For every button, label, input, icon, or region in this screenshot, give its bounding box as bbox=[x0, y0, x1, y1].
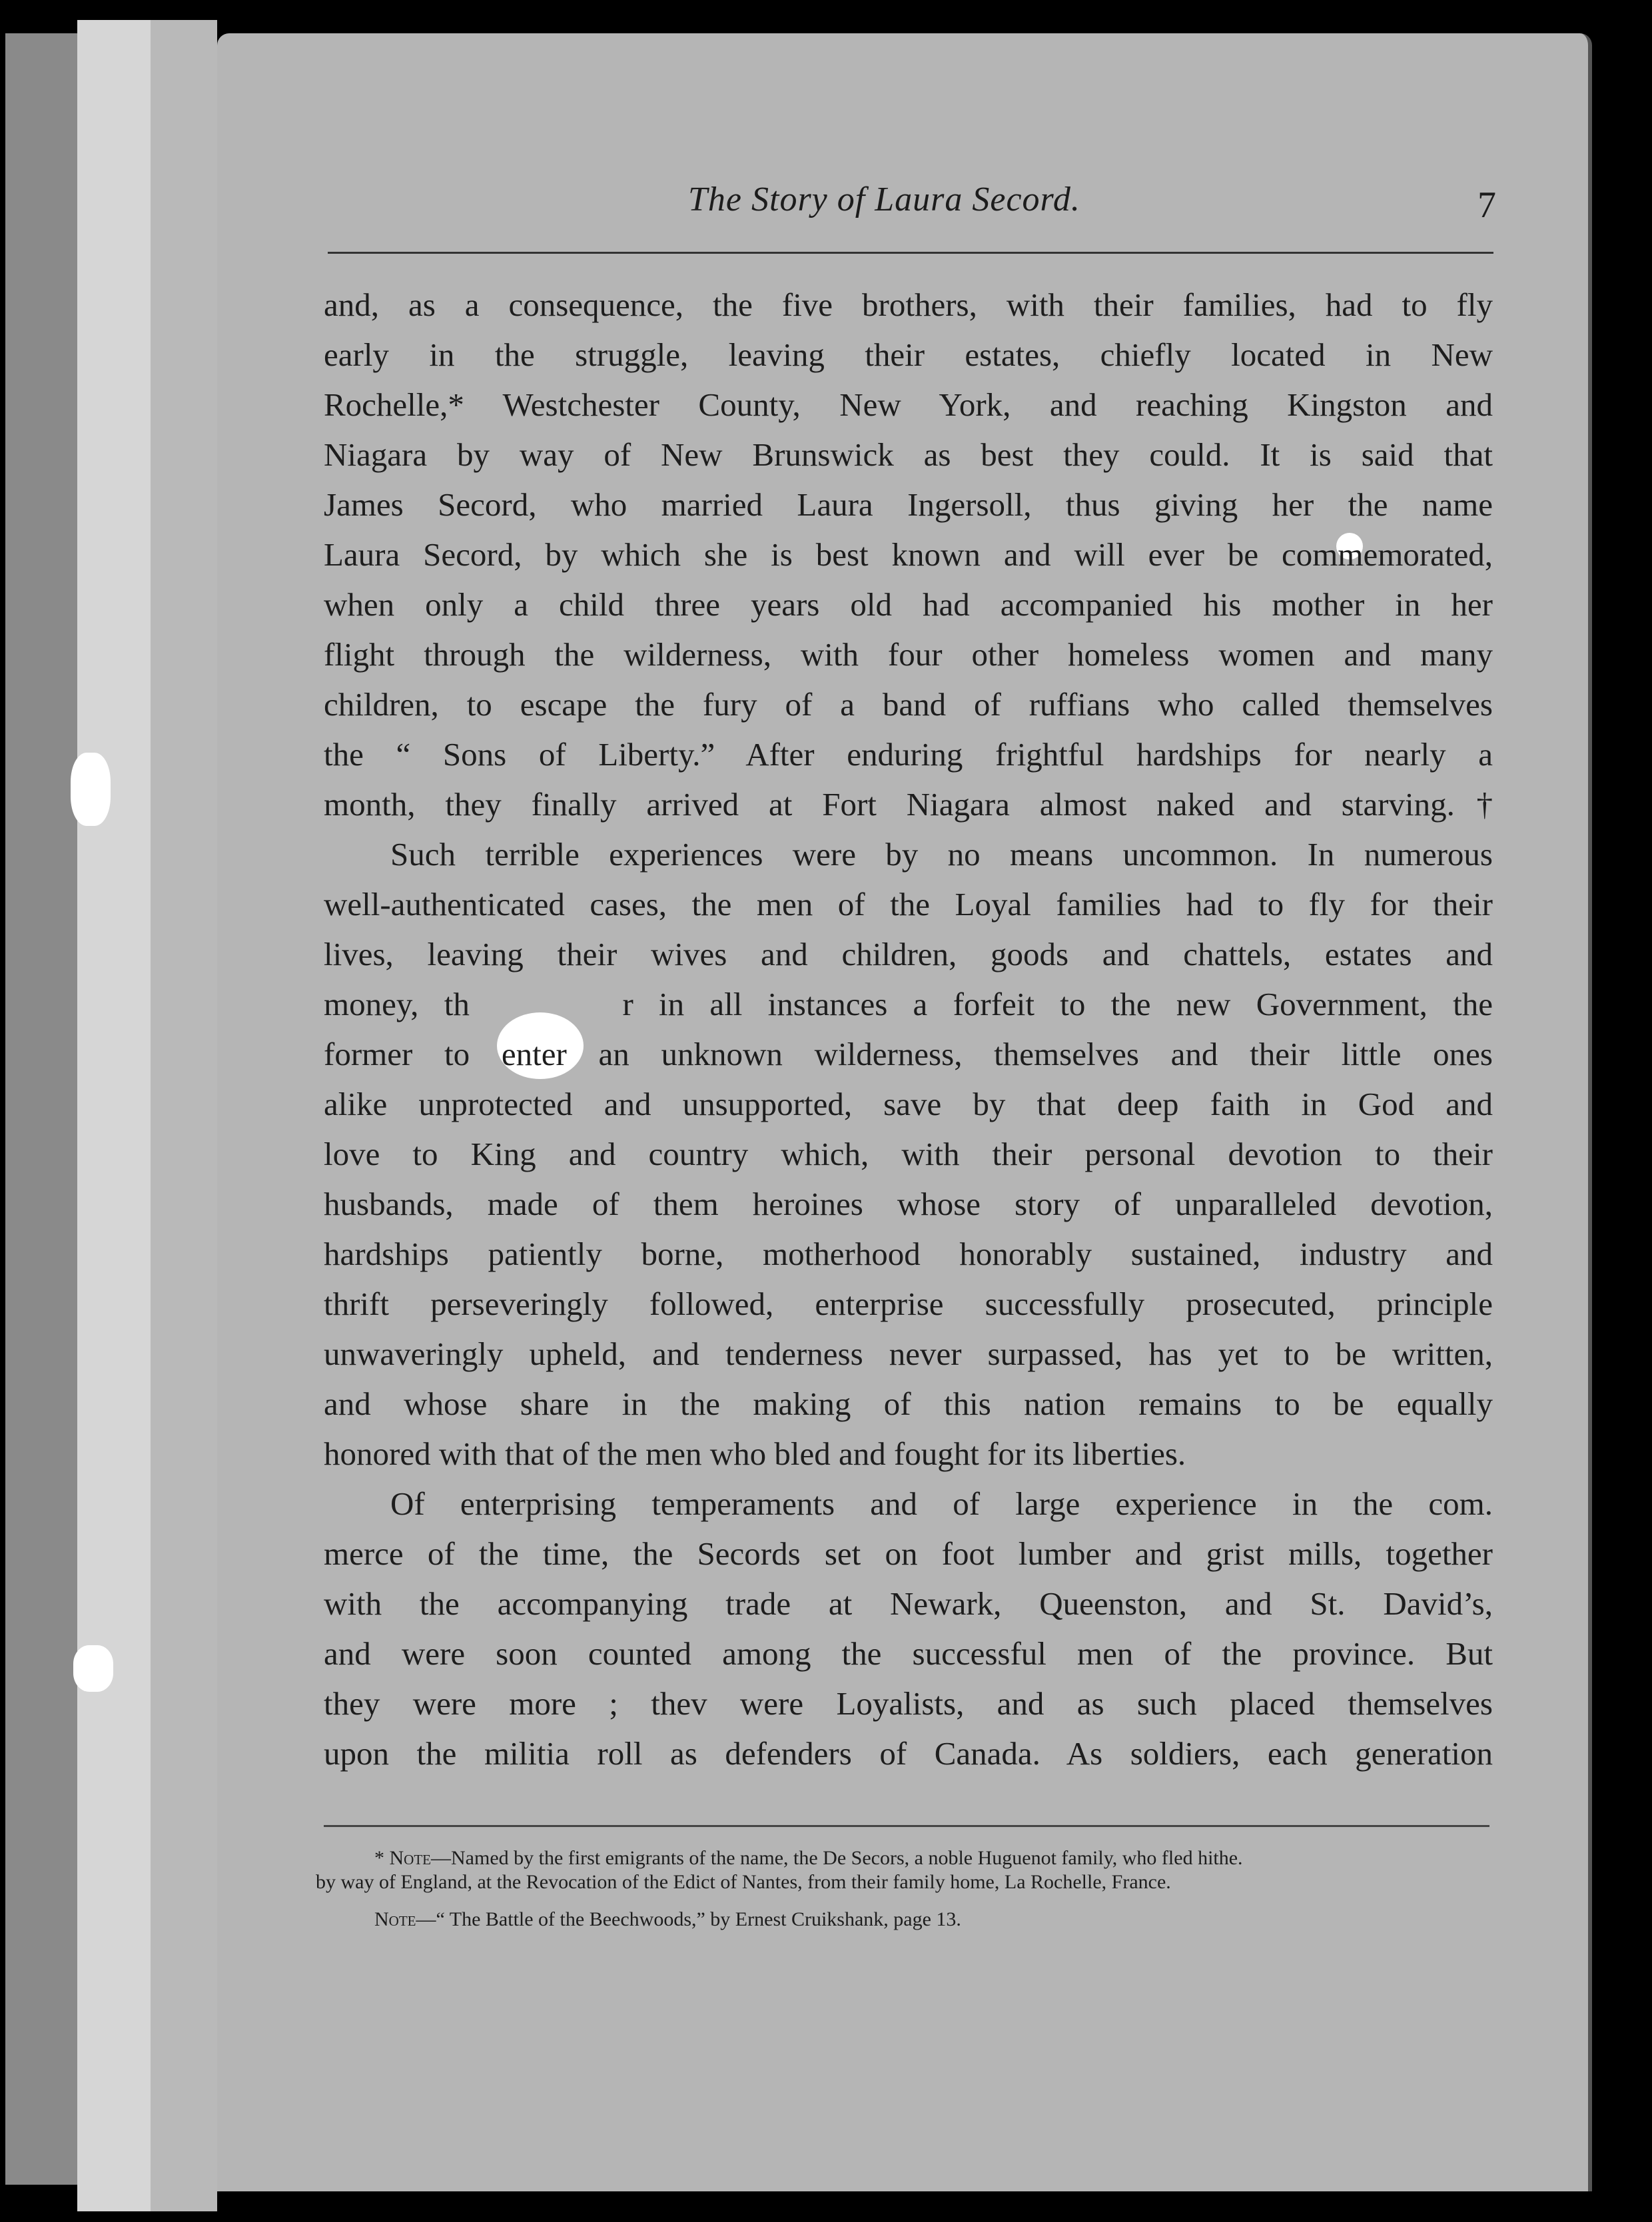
text-line: hardships patiently borne, motherhood honorably sustained, industry and bbox=[324, 1236, 1493, 1272]
footnote-label: Note bbox=[389, 1847, 431, 1869]
text-line: money, th r in all instances a forfeit to the new Government, the bbox=[324, 986, 1493, 1022]
text-line: children, to escape the fury of a band of ruffians who called themselves bbox=[324, 686, 1493, 723]
text-line: former to enter an unknown wilderness, themselves and their little ones bbox=[324, 1036, 1493, 1072]
scan-margin-dark bbox=[5, 33, 77, 2185]
text-line: well-authenticated cases, the men of the Loyal families had to fly for their bbox=[324, 886, 1493, 923]
paragraph-2 bbox=[324, 829, 1493, 1479]
footnote-label: Note bbox=[374, 1908, 416, 1930]
text-line: when only a child three years old had accompanied his mother in her bbox=[324, 586, 1493, 623]
text-line: merce of the time, the Secords set on foot lumber and grist mills, together bbox=[324, 1535, 1493, 1572]
text-line: and whose share in the making of this nation remains to be equally bbox=[324, 1385, 1493, 1422]
text-line: flight through the wilderness, with four other homeless women and many bbox=[324, 636, 1493, 673]
running-head bbox=[330, 180, 1496, 233]
header-rule bbox=[328, 252, 1493, 254]
footnote-marker: * bbox=[374, 1847, 390, 1869]
footnote-text: —“ The Battle of the Beechwoods,” by Ernest Cruikshank, page 13. bbox=[416, 1908, 961, 1930]
text-line: unwaveringly upheld, and tenderness never surpassed, has yet to be written, bbox=[324, 1335, 1493, 1372]
paragraph-3 bbox=[324, 1479, 1493, 1778]
book-binding bbox=[77, 20, 151, 2211]
text-line: and, as a consequence, the five brothers, with their families, had to fly bbox=[324, 286, 1493, 323]
footnotes bbox=[316, 1846, 1498, 1932]
text-line: honored with that of the men who bled and fought for its liberties. bbox=[324, 1435, 1186, 1472]
paragraph-1 bbox=[324, 280, 1493, 829]
footnote-text: —Named by the first emigrants of the name, the De Secors, a noble Huguenot family, who fled hithe. bbox=[431, 1847, 1243, 1869]
text-line: Of enterprising temperaments and of large experience in the com. bbox=[390, 1485, 1493, 1522]
scan-blemish bbox=[71, 753, 111, 826]
text-line: upon the militia roll as defenders of Canada. As soldiers, each generation bbox=[324, 1735, 1493, 1772]
text-line: husbands, made of them heroines whose story of unparalleled devotion, bbox=[324, 1186, 1493, 1222]
text-line: thrift perseveringly followed, enterprise successfully prosecuted, principle bbox=[324, 1286, 1493, 1322]
footnote-2 bbox=[316, 1908, 1498, 1932]
text-line: month, they finally arrived at Fort Niagara almost naked and starving.† bbox=[324, 786, 1493, 823]
footnote-rule bbox=[324, 1825, 1489, 1827]
text-line: James Secord, who married Laura Ingersoll, thus giving her the name bbox=[324, 486, 1493, 523]
footnote-1-line-1 bbox=[316, 1846, 1498, 1870]
text-line: they were more ; thev were Loyalists, and as such placed themselves bbox=[324, 1685, 1493, 1722]
running-title: The Story of Laura Secord. bbox=[688, 181, 1080, 218]
body-text bbox=[324, 280, 1493, 1778]
scan-blemish bbox=[73, 1645, 113, 1692]
text-line: and were soon counted among the successful men of the province. But bbox=[324, 1635, 1493, 1672]
text-line: Laura Secord, by which she is best known and will ever be commemorated, bbox=[324, 536, 1493, 573]
text-line: lives, leaving their wives and children, goods and chattels, estates and bbox=[324, 936, 1493, 972]
book-binding-edge bbox=[151, 20, 217, 2211]
text-line: alike unprotected and unsupported, save by that deep faith in God and bbox=[324, 1086, 1493, 1122]
text-line: love to King and country which, with their personal devotion to their bbox=[324, 1136, 1493, 1172]
text-line: Niagara by way of New Brunswick as best they could. It is said that bbox=[324, 436, 1493, 473]
text-line: Rochelle,* Westchester County, New York, and reaching Kingston and bbox=[324, 386, 1493, 423]
text-line: with the accompanying trade at Newark, Queenston, and St. David’s, bbox=[324, 1585, 1493, 1622]
page-number: 7 bbox=[1477, 185, 1496, 226]
text-line: the “ Sons of Liberty.” After enduring frightful hardships for nearly a bbox=[324, 736, 1493, 773]
text-line: early in the struggle, leaving their estates, chiefly located in New bbox=[324, 336, 1493, 373]
footnote-1-line-2: by way of England, at the Revocation of the Edict of Nantes, from their family home, La Rochelle, France. bbox=[316, 1871, 1171, 1893]
text-line: Such terrible experiences were by no means uncommon. In numerous bbox=[390, 836, 1493, 873]
